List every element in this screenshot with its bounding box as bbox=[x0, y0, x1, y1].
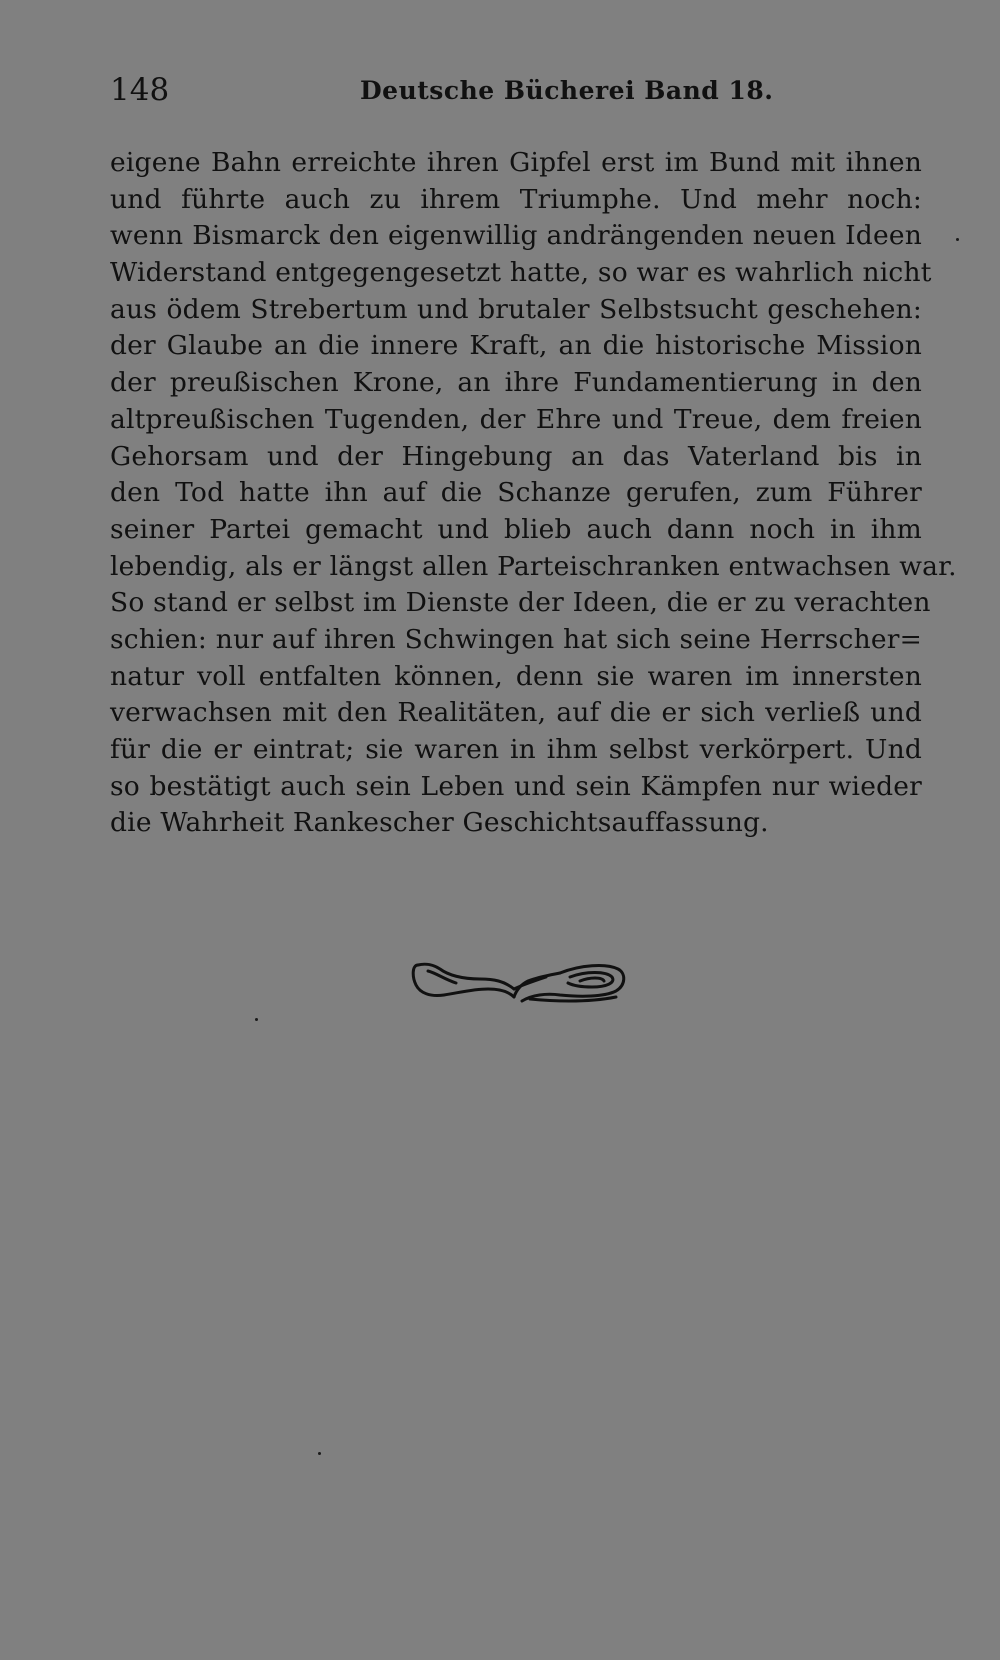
text-line: verwachsen mit den Realitäten, auf die er sich verließ und bbox=[110, 697, 922, 729]
text-line: altpreußischen Tugenden, der Ehre und Treue, dem freien bbox=[110, 403, 922, 435]
text-line: Gehorsam und der Hingebung an das Vaterland bis in bbox=[110, 440, 922, 472]
text-line: lebendig, als er längst allen Parteischranken entwachsen war. bbox=[110, 550, 957, 582]
scan-speck bbox=[318, 1452, 321, 1455]
text-line: aus ödem Strebertum und brutaler Selbstsucht geschehen: bbox=[110, 293, 922, 325]
scan-speck bbox=[956, 238, 959, 241]
body-text bbox=[110, 145, 957, 842]
text-line: der Glaube an die innere Kraft, an die historische Mission bbox=[110, 330, 922, 362]
text-line: eigene Bahn erreichte ihren Gipfel erst im Bund mit ihnen bbox=[110, 147, 922, 178]
running-head: Deutsche Bücherei Band 18. bbox=[360, 76, 774, 105]
text-line: schien: nur auf ihren Schwingen hat sich seine Herrscher= bbox=[110, 623, 922, 655]
text-line: wenn Bismarck den eigenwillig andrängenden neuen Ideen bbox=[110, 220, 922, 252]
decorative-flourish-icon bbox=[410, 955, 630, 1005]
text-line: seiner Partei gemacht und blieb auch dann noch in ihm bbox=[110, 513, 922, 545]
scan-speck bbox=[255, 1018, 258, 1021]
page-header bbox=[110, 72, 922, 112]
text-line: natur voll entfalten können, denn sie waren im innersten bbox=[110, 660, 922, 692]
text-line: So stand er selbst im Dienste der Ideen, die er zu verachten bbox=[110, 587, 931, 619]
text-line: und führte auch zu ihrem Triumphe. Und mehr noch: bbox=[110, 183, 922, 215]
text-line: für die er eintrat; sie waren in ihm selbst verkörpert. Und bbox=[110, 734, 922, 765]
text-line-last: die Wahrheit Rankescher Geschichtsauffassung. bbox=[110, 807, 769, 839]
text-line: Widerstand entgegengesetzt hatte, so war es wahrlich nicht bbox=[110, 257, 932, 289]
text-line: der preußischen Krone, an ihre Fundamentierung in den bbox=[110, 367, 922, 399]
page-number: 148 bbox=[110, 72, 170, 108]
text-line: den Tod hatte ihn auf die Schanze gerufen, zum Führer bbox=[110, 477, 922, 509]
text-line: so bestätigt auch sein Leben und sein Kämpfen nur wieder bbox=[110, 770, 922, 802]
